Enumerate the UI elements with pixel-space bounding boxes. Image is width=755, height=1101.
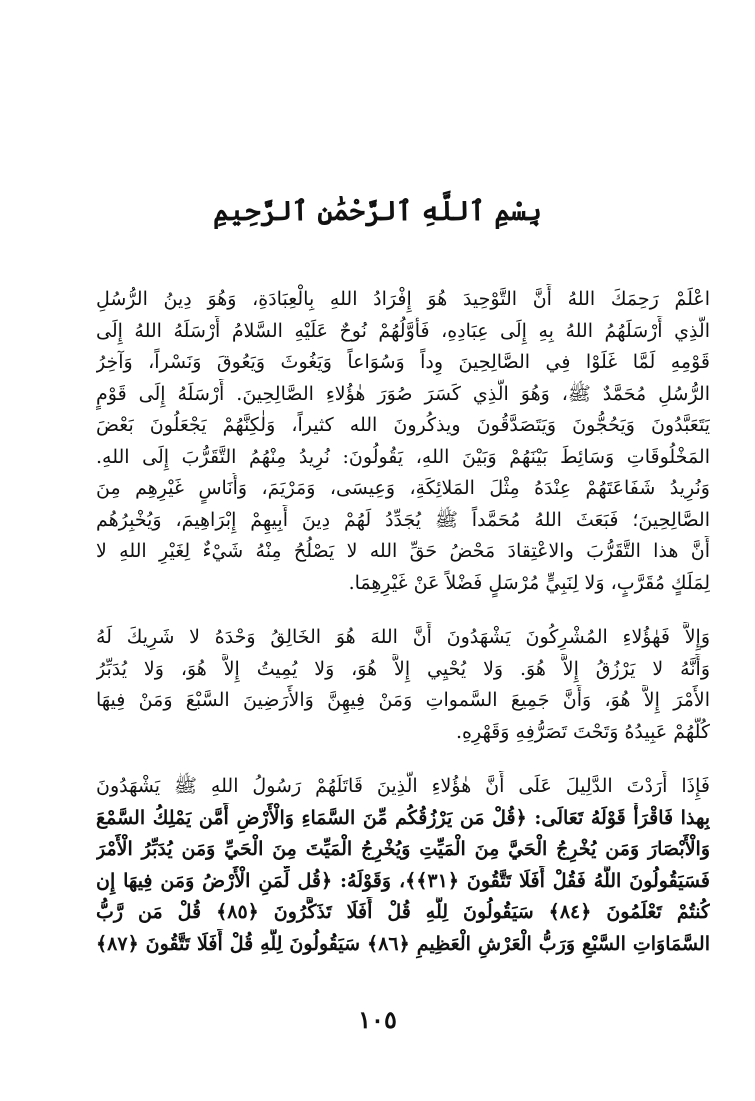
text-line: لِمَلَكٍ مُقَرَّبٍ، وَلا لِنَبِيٍّ مُرْسَلٍ فَضْلاً عَنْ غَيْرِهِمَا. bbox=[348, 571, 710, 594]
text-line: الرُّسُلِ مُحَمَّدٌ ﷺ، وَهُوَ الَّذِي كَسَرَ صُوَرَ هٰؤُلاءِ الصَّالِحِينَ. أَرْسَلَهُ إِلَى قَوْمٍ bbox=[96, 382, 710, 405]
text-line: الأَمْرَ إِلاَّ هُوَ، وَأَنَّ جَمِيعَ السَّمواتِ وَمَنْ فِيهِنَّ وَالأَرَضِينَ السَّبْعَ وَمَنْ فِيهَا bbox=[96, 689, 710, 711]
body-text bbox=[96, 284, 710, 960]
text-line: وَإِلاَّ فَهٰؤُلاءِ المُشْرِكُونَ يَشْهَدُونَ أَنَّ اللهَ هُوَ الخَالِقُ وَحْدَهُ لا شَرِيكَ لَهُ bbox=[96, 626, 710, 648]
text-line: المَخْلُوقَاتِ وَسَائِطَ بَيْنَهُمْ وَبَيْنَ اللهِ، يَقُولُونَ: نُرِيدُ مِنْهُمُ التَّقَرُّبَ إِلَى اللهِ. bbox=[96, 445, 710, 468]
paragraph-gap bbox=[96, 748, 710, 771]
text-line: أَنَّ هذا التَّقَرُّبَ والاعْتِقادَ مَحْضُ حَقِّ الله لا يَصْلُحُ مِنْهُ شَيْءٌ لِغَيْرِ اللهِ لا bbox=[96, 540, 710, 562]
paragraph-2 bbox=[96, 622, 710, 748]
text-line: وَأَنَّهُ لا يَرْزُقُ إِلاَّ هُوَ. وَلا يُحْيِي إِلاَّ هُوَ، وَلا يُمِيتُ إِلاَّ هُوَ، وَلا يُدَبِّرُ bbox=[96, 657, 710, 680]
quran-line: كُنتُمْ تَعْلَمُونَ ﴿٨٤﴾ سَيَقُولُونَ لِلَّهِ قُلْ أَفَلَا تَذَكَّرُونَ ﴿٨٥﴾ قُلْ مَن رَّبُّ bbox=[96, 901, 710, 923]
basmala-heading: بِسْمِ ٱللَّهِ ٱلرَّحْمَٰنِ ٱلرَّحِيمِ bbox=[213, 196, 542, 227]
paragraph-1 bbox=[96, 284, 710, 599]
text-line: كُلُّهُمْ عَبِيدُهُ وَتَحْتَ تَصَرُّفِهِ وَقَهْرِهِ. bbox=[455, 720, 710, 743]
quran-line: السَّمَاوَاتِ السَّبْعِ وَرَبُّ الْعَرْشِ الْعَظِيمِ ﴿٨٦﴾ سَيَقُولُونَ لِلَّهِ قُلْ أَفَلَا تَتَّقُونَ ﴿٨٧﴾ bbox=[96, 932, 710, 955]
quran-line: بِهذا فَاقْرَأْ قَوْلَهُ تَعَالَى: ﴿قُلْ مَن يَرْزُقُكُم مِّنَ السَّمَاءِ وَالْأَرْضِ أَمَّن يَمْلِكُ السَّمْعَ bbox=[96, 806, 710, 829]
quran-line: وَالْأَبْصَارَ وَمَن يُخْرِجُ الْحَيَّ مِنَ الْمَيِّتِ وَيُخْرِجُ الْمَيِّتَ مِنَ الْحَيِّ وَمَن يُدَبِّرُ الْأَمْرَ bbox=[96, 838, 710, 860]
text-line: قَوْمِهِ لَمَّا غَلَوْا فِي الصَّالِحِينَ وِداً وَسُوَاعاً وَيَغُوثَ وَيَعُوقَ وَنَسْراً، وَآخِرُ bbox=[96, 351, 710, 373]
paragraph-gap bbox=[96, 599, 710, 622]
text-line: وَنُرِيدُ شَفَاعَتَهُمْ عِنْدَهُ مِثْلَ المَلائِكَةِ، وَعِيسَى، وَمَرْيَمَ، وَأُنَاسٍ غَيْرِهِم مِنَ bbox=[96, 477, 710, 499]
page-number: ١٠٥ bbox=[358, 1005, 397, 1034]
text-line: يَتَعَبَّدُونَ وَيَحُجُّونَ وَيَتَصَدَّقُونَ ويذكُرونَ الله كثيراً، وَلٰكِنَّهُمْ يَجْعَلُونَ بَعْضَ bbox=[96, 414, 710, 436]
text-line: الصَّالِحِينَ؛ فَبَعَثَ اللهُ مُحَمَّداً ﷺ يُجَدِّدُ لَهُمْ دِينَ أَبِيهِمْ إِبْرَاهِيمَ، وَيُخْبِرُهُم bbox=[96, 508, 710, 531]
text-line: فَإِذَا أَرَدْتَ الدَّلِيلَ عَلَى أَنَّ هٰؤُلاءِ الَّذِينَ قَاتَلَهُمْ رَسُولُ اللهِ ﷺ يَشْهَدُونَ bbox=[96, 775, 710, 797]
paragraph-3 bbox=[96, 771, 710, 960]
quran-line: فَسَيَقُولُونَ اللَّهُ فَقُلْ أَفَلَا تَتَّقُونَ ﴿٣١﴾﴾، وَقَوْلَهُ: ﴿قُل لِّمَنِ الْأَرْضُ وَمَن فِيهَا إِن bbox=[96, 869, 710, 892]
text-line: الَّذِي أَرْسَلَهُمُ اللهُ بِهِ إِلَى عِبَادِهِ، فَأَوَّلُهُمْ نُوحٌ عَلَيْهِ السَّلامُ أَرْسَلَهُ اللهُ إِلَى bbox=[96, 319, 710, 342]
text-line: اعْلَمْ رَحِمَكَ اللهُ أَنَّ التَّوْحِيدَ هُوَ إِفْرَادُ اللهِ بِالْعِبَادَةِ، وَهُوَ دِينُ الرُّسُلِ bbox=[96, 288, 710, 310]
